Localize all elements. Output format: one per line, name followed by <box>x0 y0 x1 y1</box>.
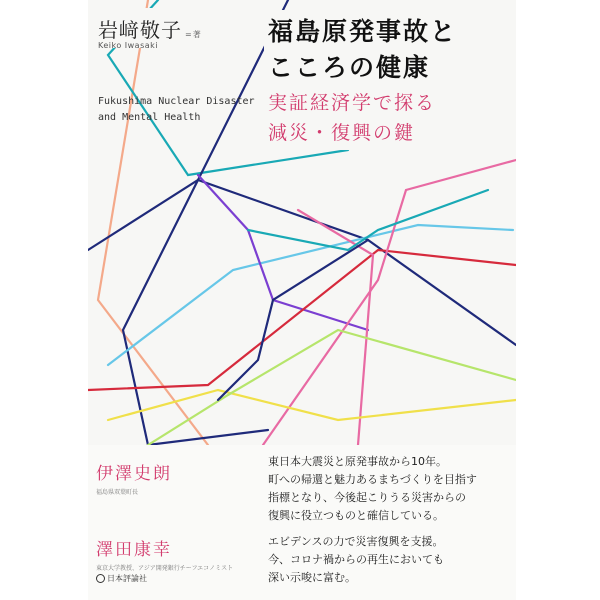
quote-2-line3: 深い示唆に富む。 <box>268 571 356 584</box>
navy-string-2 <box>88 180 516 345</box>
navy-string <box>123 0 288 445</box>
recommender-1-quote <box>268 453 508 525</box>
quote-1-line1: 東日本大震災と原発事故から10年。 <box>268 455 447 468</box>
book-subtitle-line1: 実証経済学で探る <box>268 92 437 114</box>
recommender-2-quote <box>268 533 508 587</box>
recommender-2-name: 澤田康幸 <box>96 540 172 560</box>
recommendation-band <box>88 445 516 600</box>
book-title-line1: 福島原発事故と <box>268 17 458 46</box>
book-cover <box>88 0 516 600</box>
book-subtitle-line2: 減災・復興の鍵 <box>268 122 416 144</box>
author-name: 岩﨑敬子 <box>98 18 182 42</box>
book-title-line2: こころの健康 <box>268 53 431 82</box>
publisher-logo-icon <box>96 574 105 583</box>
pink-string <box>263 160 516 445</box>
recommender-1-role: 福島県双葉町長 <box>96 489 139 496</box>
quote-2-line2: 今、コロナ禍からの再生においても <box>268 553 444 566</box>
quote-1-line4: 復興に役立つものと確信している。 <box>268 509 444 522</box>
violet-string <box>198 175 368 330</box>
author-suffix: =著 <box>185 30 202 39</box>
peach-string <box>98 0 208 445</box>
recommender-1-name: 伊澤史朗 <box>96 464 172 484</box>
recommender-2-role: 東京大学教授、アジア開発銀行チーフエコノミスト <box>96 565 234 572</box>
book-subtitle <box>268 88 436 148</box>
quote-1-line2: 町への帰還と魅力あるまちづくりを目指す <box>268 473 477 486</box>
author <box>98 14 202 43</box>
english-title-line1: Fukushima Nuclear Disaster <box>98 96 255 107</box>
recommender-1 <box>96 459 172 496</box>
english-title-line2: and Mental Health <box>98 112 201 123</box>
sky-string <box>108 225 513 365</box>
author-roman-name: Keiko Iwasaki <box>98 41 159 50</box>
quote-2-line1: エビデンスの力で災害復興を支援。 <box>268 535 444 548</box>
quote-1-line3: 指標となり、今後起こりうる災害からの <box>268 491 466 504</box>
book-title <box>268 14 457 86</box>
navy-string-3 <box>218 240 368 400</box>
recommender-2 <box>96 535 233 572</box>
publisher-name: 日本評論社 <box>107 574 147 583</box>
publisher <box>96 573 147 584</box>
